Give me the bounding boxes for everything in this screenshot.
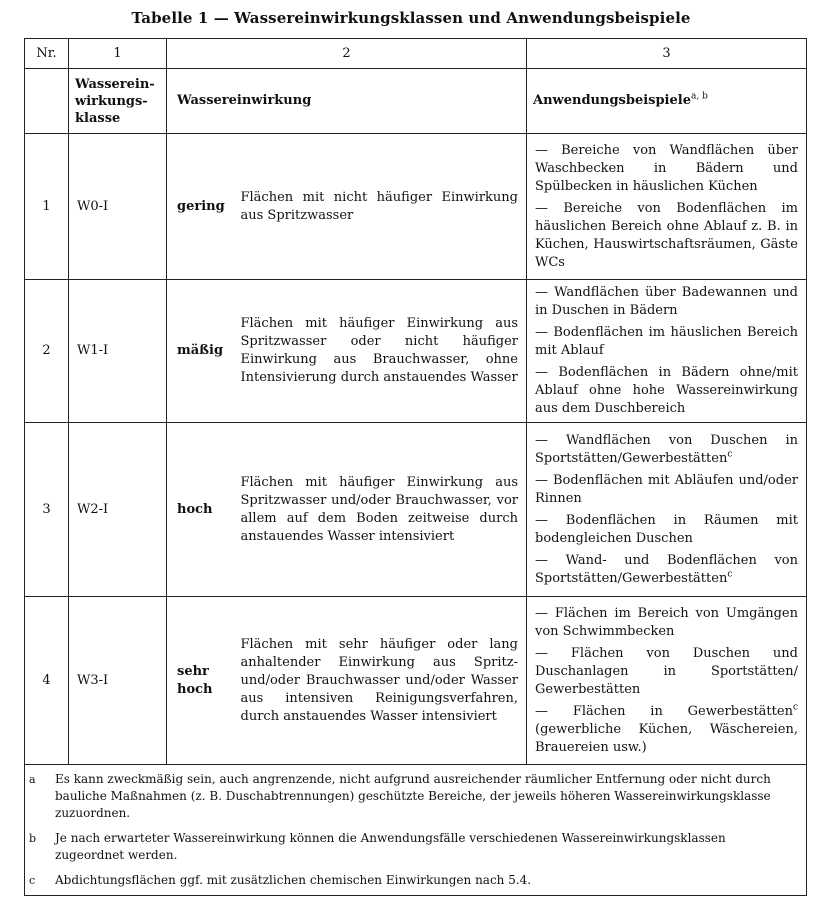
exposure-degree: mäßig <box>167 280 241 423</box>
examples-label-text: Anwendungsbeispiele <box>533 93 691 108</box>
table-row <box>25 134 807 280</box>
class-code: W3-I <box>69 597 167 765</box>
application-examples <box>527 423 807 597</box>
row-number: 1 <box>25 134 69 280</box>
exposure-description: Flächen mit sehr häufiger oder lang anhaltender Einwirkung aus Spritz- und/oder Brauchwasser und/oder Wasser aus intensiven Reinigungsverfahren, durch anstauendes Wasser intensiviert <box>241 597 527 765</box>
header-col-3: 3 <box>527 39 807 69</box>
header-col-1: 1 <box>69 39 167 69</box>
example-item: — Bodenflächen mit Abläufen und/oder Rinnen <box>535 472 798 506</box>
exposure-degree: sehr hoch <box>167 597 241 765</box>
example-item: — Wandflächen über Badewannen und in Duschen in Bädern <box>535 285 798 318</box>
header-nr: Nr. <box>25 39 69 69</box>
row-number: 3 <box>25 423 69 597</box>
class-label-line: wirkungs- <box>75 93 148 109</box>
example-item: — Bereiche von Bodenflächen im häuslichen Bereich ohne Ablauf z. B. in Küchen, Hauswirtschaftsräumen, Gäste WCs <box>535 200 798 270</box>
application-examples <box>527 597 807 765</box>
exposure-description: Flächen mit häufiger Einwirkung aus Spritzwasser und/oder Brauchwasser, vor allem auf dem Boden zeitweise durch anstauendes Wasser intensiviert <box>241 423 527 597</box>
footnote-text: Es kann zweckmäßig sein, auch angrenzende, nicht aufgrund ausreichender räumlicher Entfernung oder nicht durch bauliche Maßnahmen (z. B. Duschabtrennungen) geschützte Bereiche, der jeweils höheren Wassereinwirkungsklasse zuzuordnen. <box>55 772 771 820</box>
header-effect-label: Wassereinwirkung <box>167 69 527 134</box>
example-item: — Bereiche von Wandflächen über Waschbecken in Bädern und Spülbecken in häuslichen Küchen <box>535 142 798 194</box>
footnotes-row <box>25 765 807 896</box>
example-item: — Bodenflächen in Räumen mit bodengleichen Duschen <box>535 512 798 546</box>
footnote-ref: c <box>727 569 733 580</box>
example-item: — Wand- und Bodenflächen von Sportstätten/Gewerbestätten$^c$ <box>535 552 798 586</box>
footnote-mark: a <box>29 773 36 786</box>
footnote <box>29 830 798 864</box>
application-examples <box>527 280 807 423</box>
footnote-mark: c <box>29 874 36 887</box>
water-exposure-table <box>24 38 807 896</box>
footnote <box>29 872 798 889</box>
footnotes <box>25 765 807 896</box>
example-item: — Flächen im Bereich von Umgängen von Schwimmbecken <box>535 605 798 639</box>
table-row <box>25 280 807 423</box>
class-code: W1-I <box>69 280 167 423</box>
footnote <box>29 771 798 822</box>
column-number-row <box>25 39 807 69</box>
example-item: — Flächen von Duschen und Duschanlagen in Sportstätten/ Gewerbestätten <box>535 645 798 697</box>
row-number: 4 <box>25 597 69 765</box>
example-item: — Flächen in Gewerbestätten$^c$ (gewerbliche Küchen, Wäschereien, Brauereien usw.) <box>535 702 798 755</box>
table-body <box>25 134 807 765</box>
exposure-degree: gering <box>167 134 241 280</box>
exposure-description: Flächen mit häufiger Einwirkung aus Spritzwasser oder nicht häufiger Einwirkung aus Brauchwasser, ohne Intensivierung durch anstauendes Wasser <box>241 280 527 423</box>
class-label-line: Wasserein- <box>75 76 155 92</box>
footnote-text: Je nach erwarteter Wassereinwirkung können die Anwendungsfälle verschiedenen Wassereinwirkungsklassen zugeordnet werden. <box>55 831 726 862</box>
examples-footnote-ref: a, b <box>690 91 708 102</box>
footnote-text: Abdichtungsflächen ggf. mit zusätzlichen chemischen Einwirkungen nach 5.4. <box>55 873 532 887</box>
table-row <box>25 597 807 765</box>
example-item: — Bodenflächen in Bädern ohne/mit Ablauf ohne hohe Wassereinwirkung aus dem Duschbereich <box>535 365 798 416</box>
header-class-label <box>69 69 167 134</box>
class-label-line: klasse <box>75 110 121 126</box>
example-item: — Wandflächen von Duschen in Sportstätten/Gewerbestätten$^c$ <box>535 432 798 466</box>
header-examples-label <box>527 69 807 134</box>
header-nr-empty <box>25 69 69 134</box>
column-label-row <box>25 69 807 134</box>
header-col-2: 2 <box>167 39 527 69</box>
row-number: 2 <box>25 280 69 423</box>
footnote-ref: c <box>792 702 798 713</box>
table-row <box>25 423 807 597</box>
exposure-degree: hoch <box>167 423 241 597</box>
table-title: Tabelle 1 — Wassereinwirkungsklassen und Anwendungsbeispiele <box>131 9 691 27</box>
application-examples <box>527 134 807 280</box>
footnote-ref: c <box>727 449 733 460</box>
footnote-mark: b <box>29 832 37 845</box>
example-item: — Bodenflächen im häuslichen Bereich mit Ablauf <box>535 325 798 358</box>
exposure-description: Flächen mit nicht häufiger Einwirkung aus Spritzwasser <box>241 134 527 280</box>
class-code: W2-I <box>69 423 167 597</box>
class-code: W0-I <box>69 134 167 280</box>
